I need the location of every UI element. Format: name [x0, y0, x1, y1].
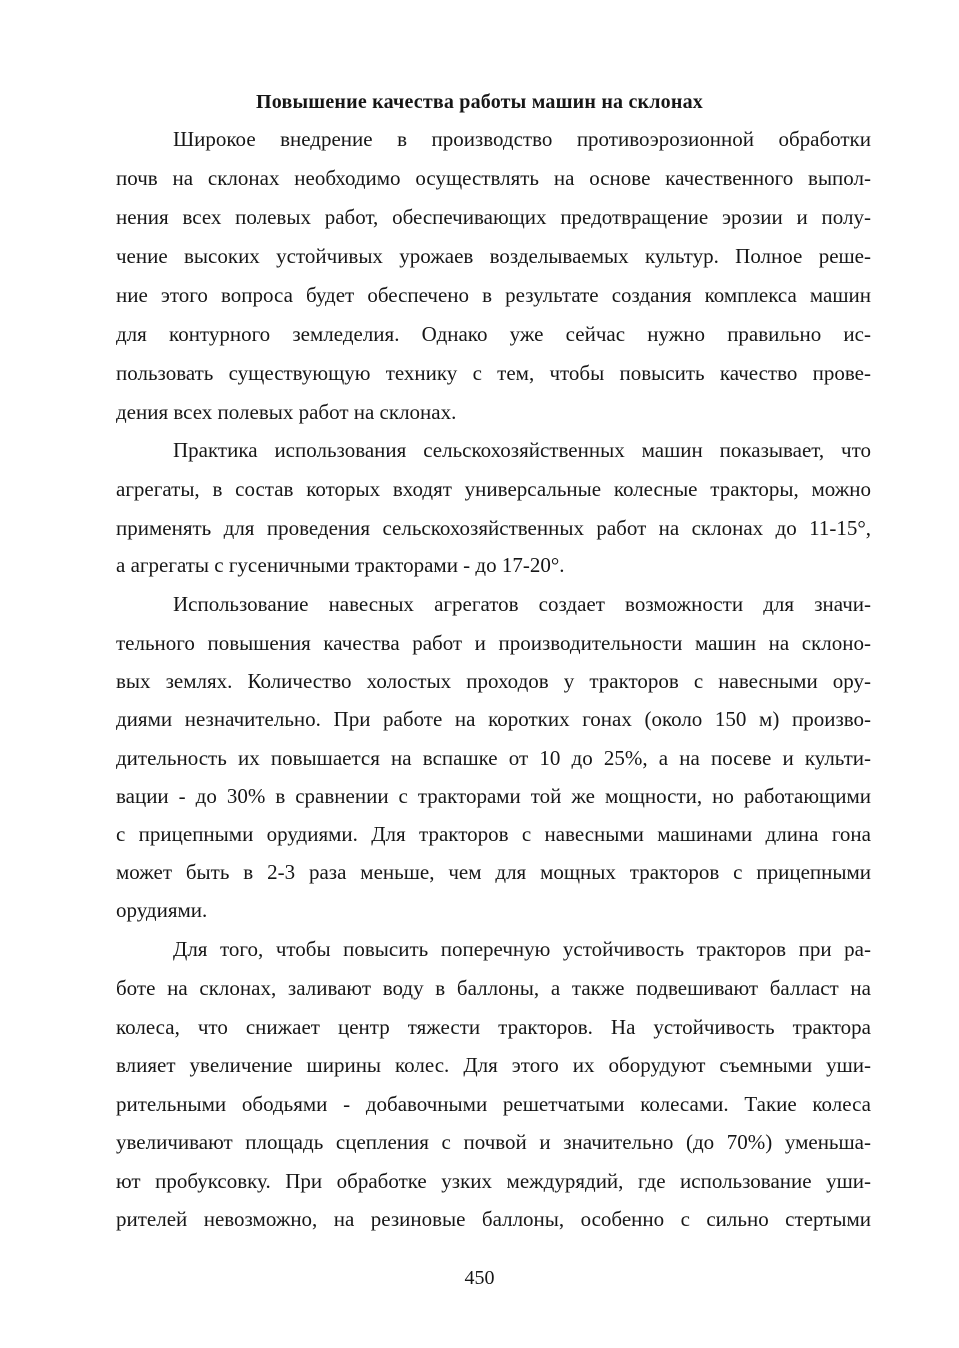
- text-line: с прицепными орудиями. Для тракторов с навесными машинами длина гона: [116, 822, 871, 846]
- text-line: Широкое внедрение в производство противоэрозионной обработки: [173, 127, 871, 151]
- text-line: применять для проведения сельскохозяйственных работ на склонах до 11-15°,: [116, 516, 871, 540]
- text-line: боте на склонах, заливают воду в баллоны, а также подвешивают балласт на: [116, 976, 871, 1000]
- text-line: увеличивают площадь сцепления с почвой и значительно (до 70%) уменьша-: [116, 1130, 871, 1154]
- text-line: рителей невозможно, на резиновые баллоны, особенно с сильно стертыми: [116, 1207, 871, 1231]
- text-line: влияет увеличение ширины колес. Для этого их оборудуют съемными уши-: [116, 1053, 871, 1077]
- text-line: а агрегаты с гусеничными тракторами - до 17-20°.: [116, 553, 565, 577]
- text-line: почв на склонах необходимо осуществлять на основе качественного выпол-: [116, 166, 871, 190]
- text-line: ние этого вопроса будет обеспечено в результате создания комплекса машин: [116, 283, 871, 307]
- text-line: рительными ободьями - добавочными решетчатыми колесами. Такие колеса: [116, 1092, 871, 1116]
- text-line: дительность их повышается на вспашке от 10 до 25%, а на посеве и культи-: [116, 746, 871, 770]
- text-line: вых землях. Количество холостых проходов у тракторов с навесными ору-: [116, 669, 871, 693]
- text-line: Для того, чтобы повысить поперечную устойчивость тракторов при ра-: [173, 937, 871, 961]
- text-line: Использование навесных агрегатов создает возможности для значи-: [173, 592, 871, 616]
- section-title: Повышение качества работы машин на склонах: [255, 91, 703, 113]
- text-line: нения всех полевых работ, обеспечивающих предотвращение эрозии и полу-: [116, 205, 871, 229]
- text-line: ют пробуксовку. При обработке узких междурядий, где использование уши-: [116, 1169, 871, 1193]
- text-line: агрегаты, в состав которых входят универсальные колесные тракторы, можно: [116, 477, 871, 501]
- text-line: пользовать существующую технику с тем, чтобы повысить качество прове-: [116, 361, 871, 385]
- text-line: колеса, что снижает центр тяжести тракторов. На устойчивость трактора: [116, 1015, 871, 1039]
- text-line: дения всех полевых работ на склонах.: [116, 400, 457, 424]
- text-line: тельного повышения качества работ и производительности машин на склоно-: [116, 631, 871, 655]
- text-line: вации - до 30% в сравнении с тракторами той же мощности, но работающими: [116, 784, 871, 808]
- text-line: может быть в 2-3 раза меньше, чем для мощных тракторов с прицепными: [116, 860, 871, 884]
- text-line: чение высоких устойчивых урожаев возделываемых культур. Полное реше-: [116, 244, 871, 268]
- text-line: орудиями.: [116, 898, 208, 922]
- text-line: для контурного земледелия. Однако уже сейчас нужно правильно ис-: [116, 322, 871, 346]
- page-number: 450: [464, 1267, 495, 1289]
- text-line: Практика использования сельскохозяйственных машин показывает, что: [173, 438, 871, 462]
- text-line: диями незначительно. При работе на коротких гонах (около 150 м) произво-: [116, 707, 871, 731]
